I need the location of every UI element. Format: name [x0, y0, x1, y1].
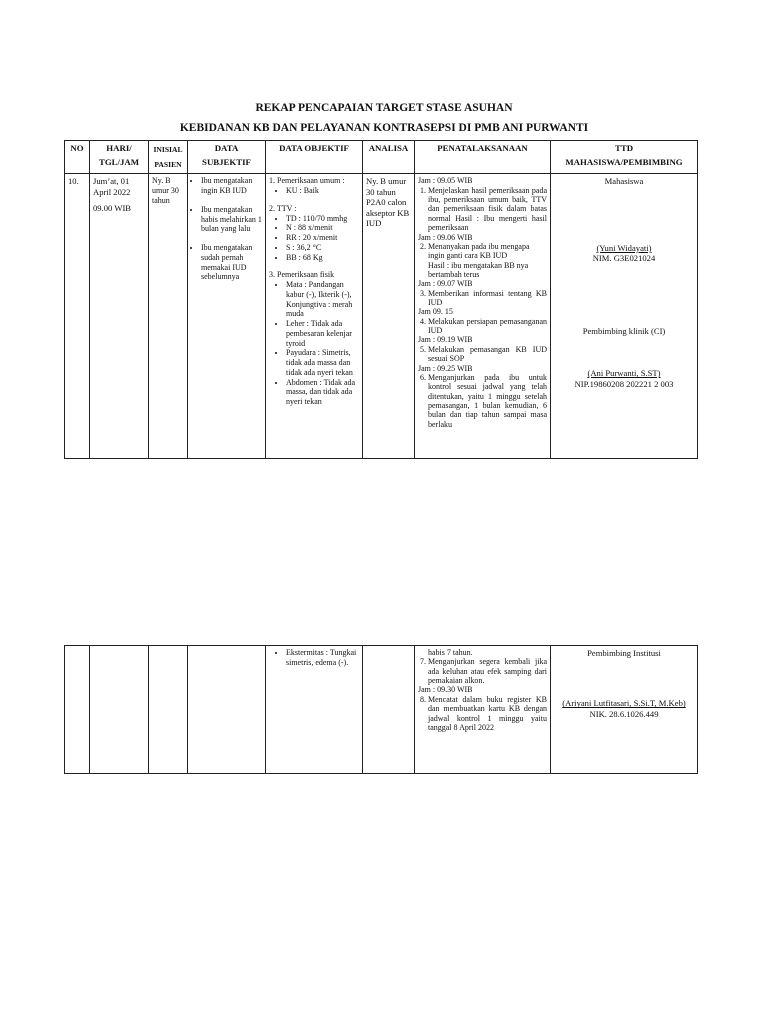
header-data-objektif: DATA OBJEKTIF	[266, 141, 363, 174]
obj-section-3: 3. Pemeriksaan fisik	[269, 270, 335, 280]
pen-time: Jam : 09.25 WIB	[418, 363, 473, 373]
pen-step-2-result: Hasil : ibu mengatakan BB nya bertambah terus	[428, 260, 529, 279]
obj-item: • Ekstermitas : Tungkai simetris, edema (-).	[286, 648, 359, 668]
pen-time: Jam : 09.30 WIB	[418, 685, 473, 695]
obj-item: • BB : 68 Kg	[286, 253, 359, 263]
pen-step: 1. Menjelaskan hasil pemeriksaan pada ibu, pemeriksaan umum baik, TTV dan pemeriksaan fisik dalam batas normal Hasil : Ibu mengerti hasil pemeriksaan	[428, 186, 547, 233]
pen-continuation: habis 7 tahun.	[428, 648, 473, 657]
pen-step: 6. Menganjurkan pada ibu untuk kontrol sesuai jadwal yang telah ditentukan, yaitu 1 minggu setelah pemasangan, 1 bulan kemudian, 6 bulan dan tiap tahun sampai masa berlaku	[428, 373, 547, 429]
header-ttd	[551, 141, 698, 174]
pen-time: Jam : 09.06 WIB	[418, 232, 473, 242]
pen-step-2-text: Menanyakan pada ibu mengapa ingin ganti cara KB IUD	[428, 241, 530, 261]
institusi-name: (Ariyani Lutfitasari, S.Si.T, M.Keb)	[562, 698, 686, 709]
subjektif-item: • Ibu mengatakan sudah pernah memakai IUD sebelumnya	[201, 243, 262, 282]
header-penatalaksanaan: PENATALAKSANAAN	[415, 141, 551, 174]
subjektif-item: • Ibu mengatakan habis melahirkan 1 bulan yang lalu	[201, 205, 262, 234]
institusi-nik: NIK. 28.6.1026.449	[589, 708, 659, 719]
pen-step: 8. Mencatat dalam buku register KB dan membuatkan kartu KB dengan jadwal kontrol 1 minggu yaitu tanggal 8 April 2022	[428, 695, 547, 732]
pen-step	[428, 242, 547, 279]
ttd-ci-label: Pembimbing klinik (CI)	[582, 325, 666, 336]
obj-item: • Mata : Pandangan kabur (-), Ikterik (-), Konjungtiva : merah muda	[286, 280, 359, 319]
obj-item: • KU : Baik	[286, 186, 359, 196]
pen-time: Jam : 09.07 WIB	[418, 279, 473, 289]
header-no: NO	[65, 141, 90, 174]
table-row	[65, 646, 698, 774]
header-hari-b: TGL/JAM	[98, 156, 140, 167]
cell-subjektif-empty	[188, 646, 266, 774]
obj-item: • Leher : Tidak ada pembesaran kelenjar tyroid	[286, 319, 359, 348]
table-row	[65, 174, 698, 459]
cell-objektif	[266, 646, 363, 774]
cell-date-empty	[90, 646, 149, 774]
header-row	[65, 141, 698, 174]
header-inisial-b: PASIEN	[154, 160, 182, 170]
header-data-subjektif	[188, 141, 266, 174]
header-ttd-a: TTD	[614, 143, 634, 153]
cell-date	[90, 174, 149, 459]
obj-item: • Payudara : Simetris, tidak ada massa dan tidak ada nyeri tekan	[286, 348, 359, 377]
rekap-table-continued	[64, 645, 698, 774]
pen-step: 4. Melakukan persiapan pemasanganan IUD	[428, 317, 547, 336]
cell-patient: Ny. B umur 30 tahun	[149, 174, 188, 459]
cell-penatalaksanaan	[415, 174, 551, 459]
cell-analisa-empty	[363, 646, 415, 774]
header-ds-b: SUBJEKTIF	[202, 156, 251, 167]
cell-no: 10.	[65, 174, 90, 459]
header-ttd-b: MAHASISWA/PEMBIMBING	[565, 156, 683, 167]
title-line-1: REKAP PENCAPAIAN TARGET STASE ASUHAN	[255, 102, 513, 114]
subjektif-item: • Ibu mengatakan ingin KB IUD	[201, 176, 262, 196]
pen-time: Jam : 09.19 WIB	[418, 335, 473, 345]
obj-item: • TD : 110/70 mmhg	[286, 214, 359, 224]
cell-ttd	[551, 174, 698, 459]
obj-section-1-label: Pemeriksaan umum :	[277, 176, 345, 186]
header-ds-a: DATA	[214, 143, 239, 153]
title-line-2: KEBIDANAN KB DAN PELAYANAN KONTRASEPSI DI PMB ANI PURWANTI	[179, 122, 589, 134]
obj-item: • RR : 20 x/menit	[286, 233, 359, 243]
cell-penatalaksanaan	[415, 646, 551, 774]
mahasiswa-nim: NIM. G3E021024	[592, 253, 656, 264]
cell-no-empty	[65, 646, 90, 774]
obj-section-2: 2. TTV :	[269, 203, 297, 213]
ttd-institusi-label: Pembimbing Institusi	[587, 648, 661, 658]
header-hari	[90, 141, 149, 174]
header-inisial	[149, 141, 188, 174]
obj-item: • Abdomen : Tidak ada massa, dan tidak ada nyeri tekan	[286, 378, 359, 407]
obj-item: • N : 88 x/menit	[286, 223, 359, 233]
header-hari-a: HARI/	[106, 143, 132, 153]
obj-section-1: 1. Pemeriksaan umum :	[269, 176, 345, 186]
ci-nip: NIP.19860208 202221 2 003	[574, 378, 674, 389]
pen-step: 7. Menganjurkan segera kembali jika ada keluhan atau efek samping dari pemakaian alkon.	[428, 657, 547, 685]
header-inisial-a: INISIAL	[153, 145, 183, 154]
pen-step: 3. Memberikan informasi tentang KB IUD	[428, 289, 547, 308]
rekap-table	[64, 140, 698, 459]
cell-ttd	[551, 646, 698, 774]
pen-time: Jam : 09.05 WIB	[418, 176, 473, 186]
header-analisa: ANALISA	[363, 141, 415, 174]
ttd-mahasiswa-label: Mahasiswa	[604, 176, 644, 187]
cell-subjektif	[188, 174, 266, 459]
cell-objektif	[266, 174, 363, 459]
obj-section-3-label: Pemeriksaan fisik	[277, 270, 335, 280]
mahasiswa-name: (Yuni Widayati)	[596, 242, 652, 253]
pen-time: Jam 09. 15	[418, 307, 453, 317]
date-text: Jum’at, 01 April 2022	[93, 176, 131, 197]
cell-analisa: Ny. B umur 30 tahun P2A0 calon akseptor KB IUD	[363, 174, 415, 459]
obj-item: • S : 36,2 °C	[286, 243, 359, 253]
ci-name: (Ani Purwanti, S.ST)	[587, 368, 661, 379]
obj-section-2-label: TTV :	[276, 203, 297, 213]
pen-step: 5. Melakukan pemasangan KB IUD sesuai SOP	[428, 345, 547, 364]
time-text: 09.00 WIB	[93, 203, 132, 214]
cell-patient-empty	[149, 646, 188, 774]
